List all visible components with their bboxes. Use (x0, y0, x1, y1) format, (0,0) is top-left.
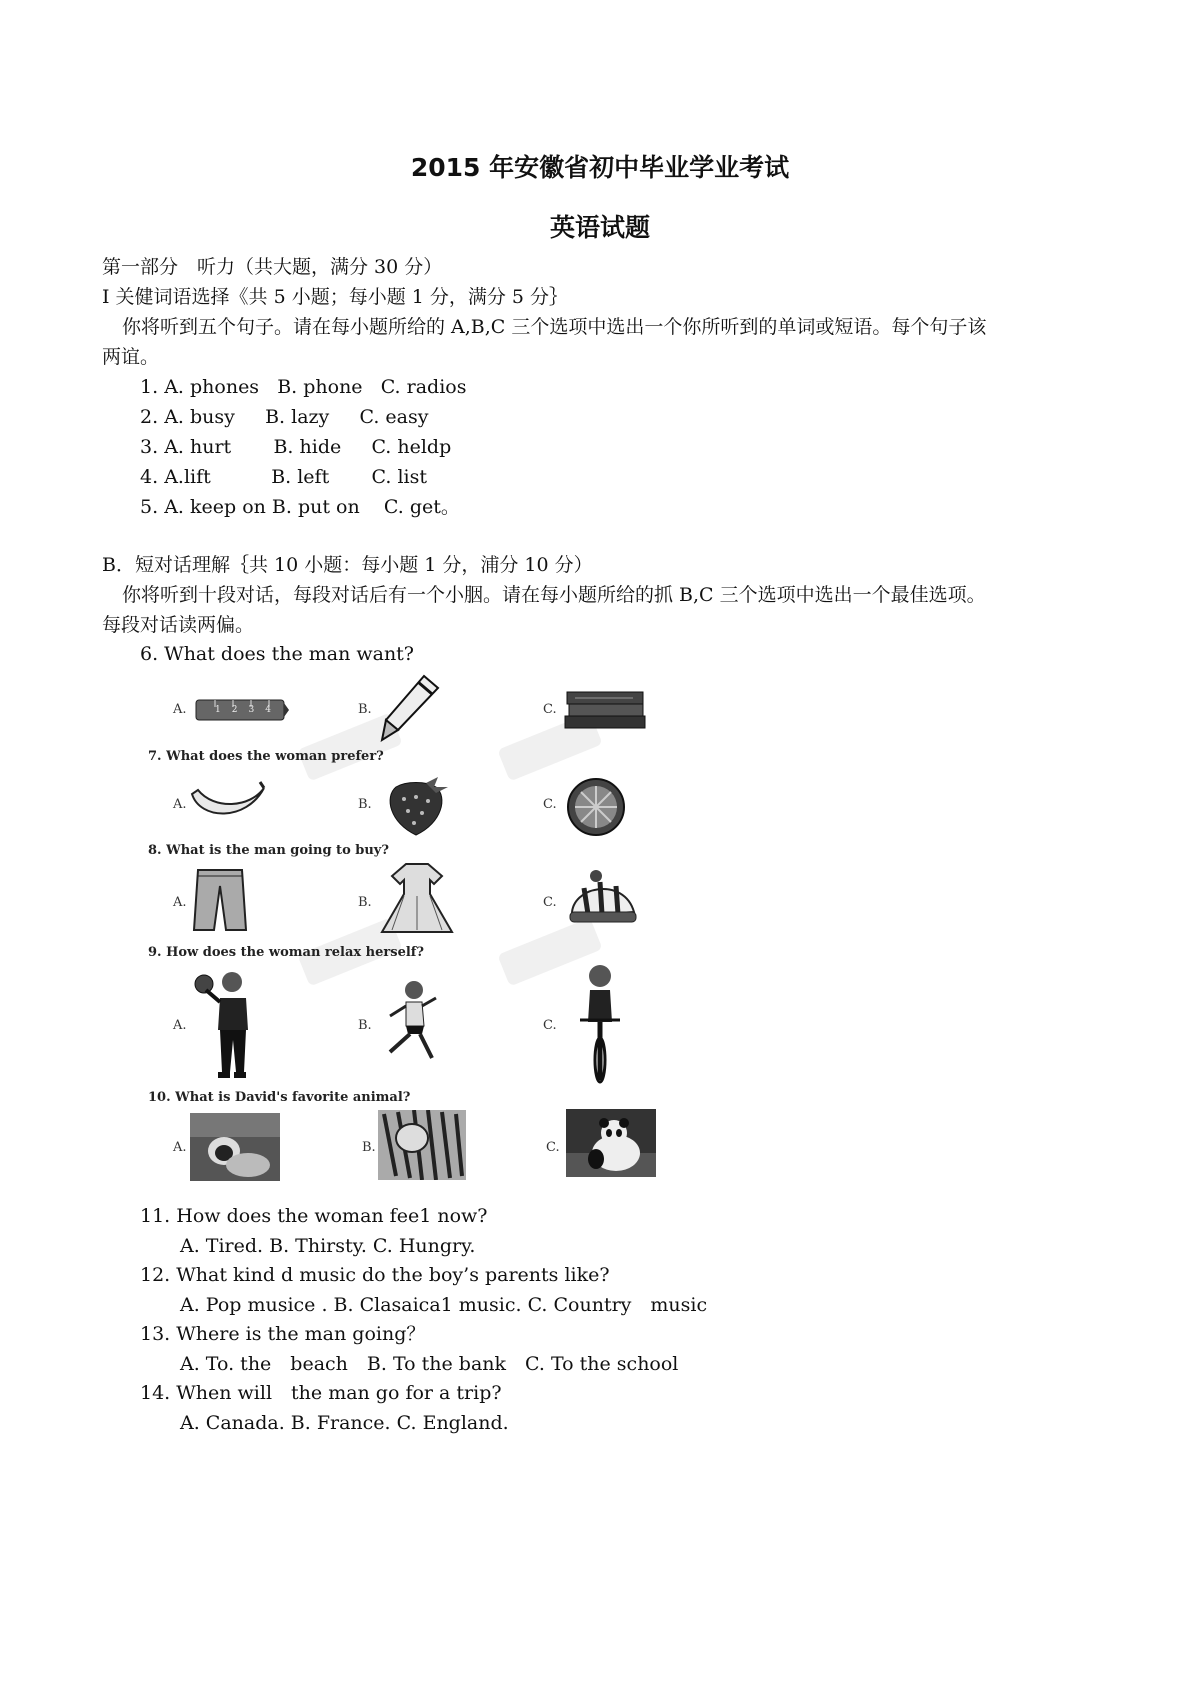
q10-option-b-letter: B. (362, 1140, 376, 1155)
ruler-label: 3 (248, 705, 266, 715)
volleyball-girl-icon (192, 968, 262, 1084)
question-11-options: A. Tired. B. Thirsty. C. Hungry. (180, 1235, 476, 1257)
sectionA-instruction-line2: 两谊。 (102, 346, 160, 368)
question-7-label: 7. What does the woman prefer? (148, 749, 384, 764)
option-a: A. phones (164, 376, 260, 398)
dog-photo-icon (190, 1113, 280, 1181)
question-item (140, 374, 466, 400)
option-b: B. phone (277, 376, 363, 398)
books-icon (563, 688, 648, 730)
option-a: A. hurt (164, 436, 232, 458)
q8-option-a-letter: A. (173, 895, 187, 910)
ruler-labels (215, 705, 282, 715)
ruler-label: 1 (215, 705, 232, 715)
question-11: 11. How does the woman fee1 now? (140, 1205, 488, 1227)
strawberry-icon (380, 775, 452, 837)
orange-icon (565, 776, 627, 838)
question-12-options: A. Pop musice . B. Clasaica1 music. C. Country music (180, 1294, 708, 1316)
question-item (140, 494, 460, 520)
question-number: 4. (140, 466, 159, 488)
question-8-label: 8. What is the man going to buy? (148, 843, 389, 858)
question-number: 3. (140, 436, 159, 458)
q8-option-c-letter: C. (543, 895, 557, 910)
question-13-options: A. To. the beach B. To the bank C. To the school (180, 1353, 679, 1375)
dress-icon (378, 862, 456, 936)
sectionA-heading: I 关健词语选择《共 5 小题；每小题 1 分，满分 5 分｝ (102, 286, 569, 308)
sectionB-heading: B．短对话理解｛共 10 小题：每小题 1 分，浦分 10 分） (102, 554, 593, 576)
option-b: B. put on (271, 496, 360, 518)
question-number: 1. (140, 376, 159, 398)
pencil-icon (380, 672, 442, 744)
banana-icon (188, 780, 268, 825)
option-c: C. easy (359, 406, 429, 428)
question-item (140, 464, 427, 490)
question-10-label: 10. What is David's favorite animal? (148, 1090, 411, 1105)
question-6: 6. What does the man want? (140, 643, 414, 665)
q9-option-c-letter: C. (543, 1018, 557, 1033)
question-item (140, 434, 451, 460)
panda-photo-icon (566, 1109, 656, 1177)
question-9-label: 9. How does the woman relax herself? (148, 945, 424, 960)
q7-option-a-letter: A. (173, 797, 187, 812)
q9-option-a-letter: A. (173, 1018, 187, 1033)
option-b: B. lazy (265, 406, 330, 428)
ruler-label: 2 (231, 705, 249, 715)
ruler-label: 4 (265, 705, 282, 715)
option-c: C. get。 (383, 496, 460, 518)
cycling-girl-icon (572, 962, 628, 1084)
option-a: A. keep on (164, 496, 266, 518)
question-13: 13. Where is the man going？ (140, 1323, 426, 1345)
option-c: C. radios (380, 376, 467, 398)
sectionB-instruction-line2: 每段对话读两偏。 (102, 614, 255, 636)
exam-title: 2015 年安徽省初中毕业学业考试 (410, 153, 790, 182)
q10-option-c-letter: C. (546, 1140, 560, 1155)
q9-option-b-letter: B. (358, 1018, 372, 1033)
part1-heading: 第一部分 听力（共大题，满分 30 分） (102, 256, 443, 278)
running-girl-icon (378, 978, 444, 1062)
sectionA-instruction-line1: 你将听到五个句子。请在每小题所给的 A,B,C 三个选项中选出一个你所听到的单词或短语。每个句子该 (122, 316, 987, 338)
option-a: A. busy (164, 406, 235, 428)
option-b: B. hide (273, 436, 342, 458)
question-12: 12. What kind d music do the boy’s parents like? (140, 1264, 610, 1286)
option-c: C. heldp (371, 436, 452, 458)
q6-option-a-letter: A. (173, 702, 187, 717)
q6-option-c-letter: C. (543, 702, 557, 717)
question-number: 2. (140, 406, 159, 428)
option-a: A.lift (164, 466, 211, 488)
hat-icon (566, 868, 640, 930)
q8-option-b-letter: B. (358, 895, 372, 910)
sectionB-instruction-line1: 你将听到十段对话，每段对话后有一个小胭。请在每小题所给的抓 B,C 三个选项中选出一个最佳选项。 (122, 584, 986, 606)
q7-option-c-letter: C. (543, 797, 557, 812)
question-item (140, 404, 428, 430)
tiger-photo-icon (378, 1110, 466, 1180)
option-c: C. list (371, 466, 427, 488)
exam-subtitle: 英语试题 (549, 213, 650, 242)
question-14-options: A. Canada. B. France. C. England. (180, 1412, 509, 1434)
q7-option-b-letter: B. (358, 797, 372, 812)
trousers-icon (192, 868, 248, 932)
option-b: B. left (271, 466, 330, 488)
question-number: 5. (140, 496, 159, 518)
question-14: 14. When will the man go for a trip? (140, 1382, 502, 1404)
q6-option-b-letter: B. (358, 702, 372, 717)
q10-option-a-letter: A. (173, 1140, 187, 1155)
